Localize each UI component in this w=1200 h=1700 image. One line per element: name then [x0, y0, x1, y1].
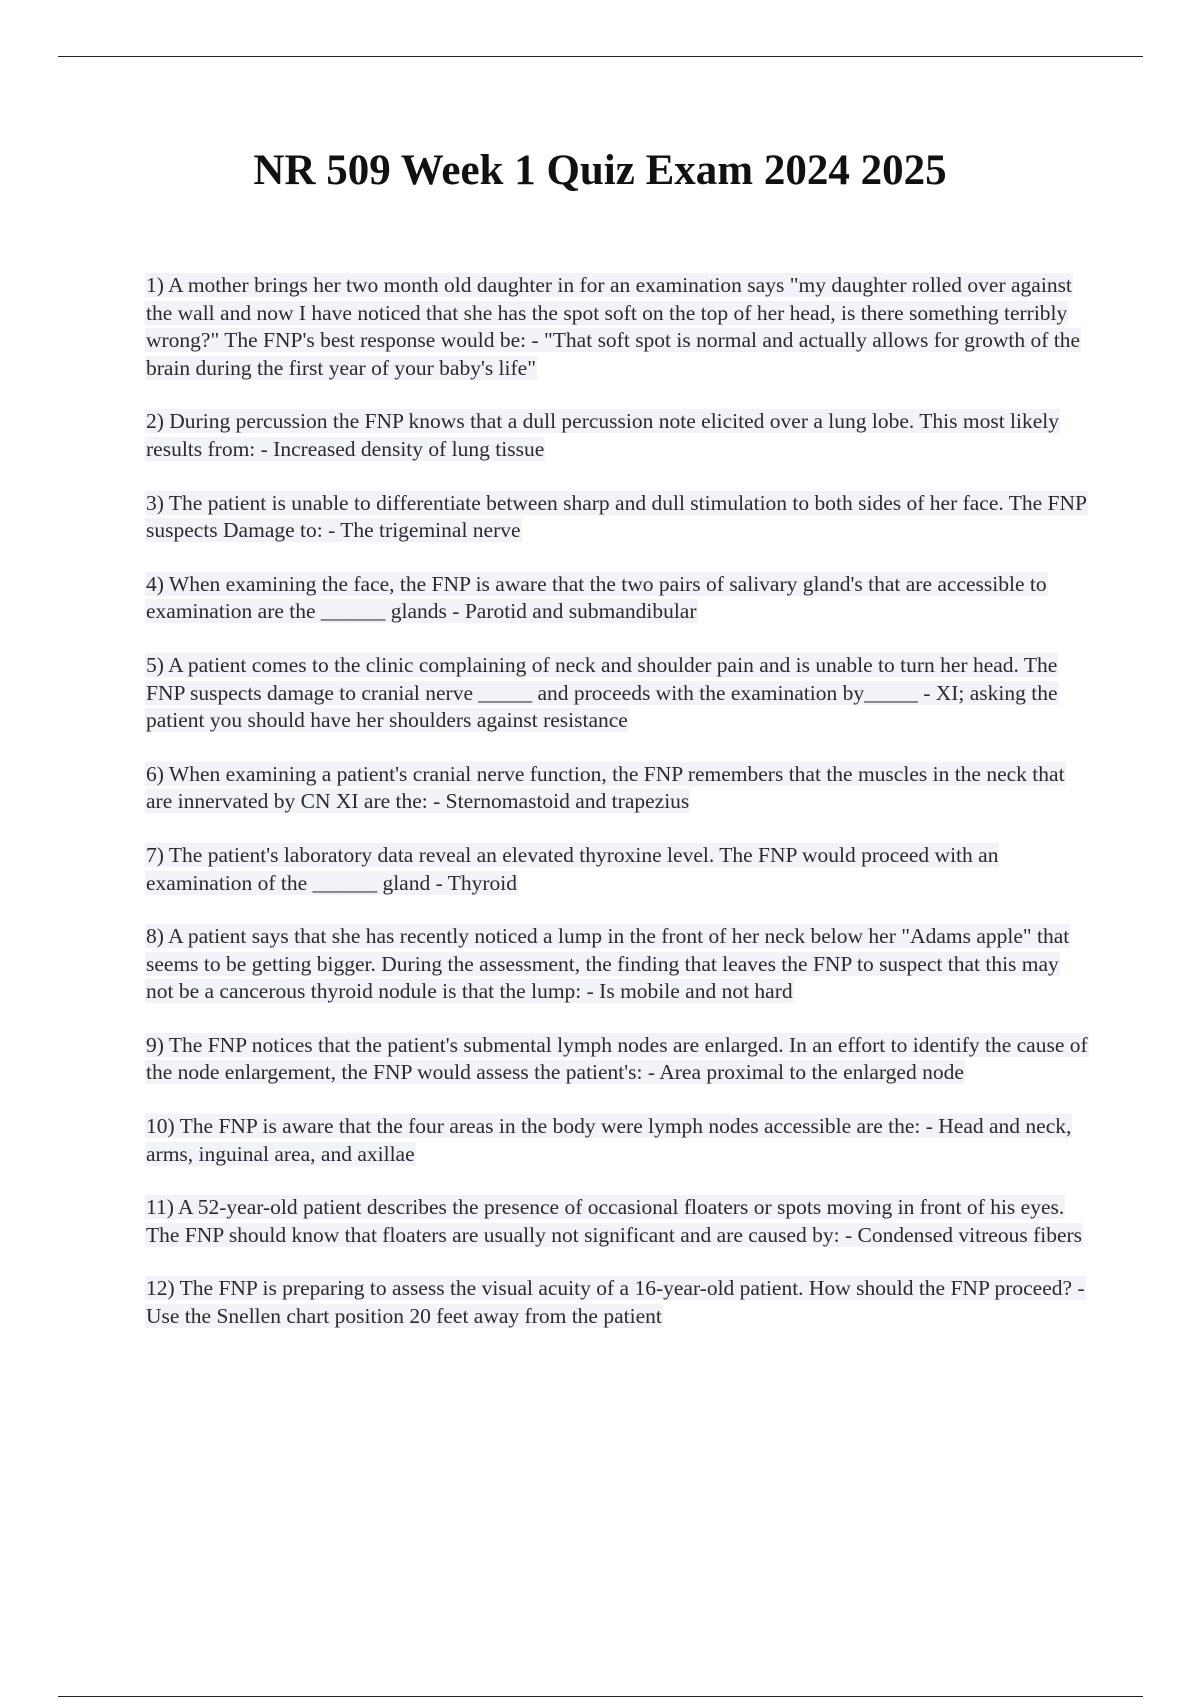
question-text: 4) When examining the face, the FNP is aware that the two pairs of salivary gland's that are accessible to examination are the ______ glands - Parotid and submandibular [146, 571, 1047, 624]
question-text: 3) The patient is unable to differentiate between sharp and dull stimulation to both sides of her face. The FNP suspects Damage to: - The trigeminal nerve [146, 490, 1087, 543]
question-text: 9) The FNP notices that the patient's submental lymph nodes are enlarged. In an effort to identify the cause of the node enlargement, the FNP would assess the patient's: - Area proximal to the enlarged node [146, 1032, 1088, 1085]
question-text: 8) A patient says that she has recently noticed a lump in the front of her neck below her "Adams apple" that seems to be getting bigger. During the assessment, the finding that leaves the FNP to suspect that this may not be a cancerous thyroid nodule is that the lump: - Is mobile and not hard [146, 924, 1070, 1004]
question-item [145, 1113, 1090, 1168]
question-text: 2) During percussion the FNP knows that a dull percussion note elicited over a lung lobe. This most likely results from: - Increased density of lung tissue [146, 409, 1060, 461]
question-item [145, 490, 1090, 545]
question-item [145, 1194, 1090, 1249]
question-list [145, 272, 1090, 1357]
question-text: 6) When examining a patient's cranial nerve function, the FNP remembers that the muscles in the neck that are innervated by CN XI are the: - Sternomastoid and trapezius [146, 761, 1065, 814]
question-text: 7) The patient's laboratory data reveal an elevated thyroxine level. The FNP would proceed with an examination of the ______ gland - Thyroid [146, 842, 999, 895]
question-item [145, 842, 1090, 897]
bottom-rule [58, 1696, 1143, 1697]
question-text: 5) A patient comes to the clinic complaining of neck and shoulder pain and is unable to turn her head. The FNP suspects damage to cranial nerve _____ and proceeds with the examination by_____ - XI; asking the patient you should have her shoulders against resistance [146, 652, 1058, 733]
question-item [145, 571, 1090, 626]
question-text: 10) The FNP is aware that the four areas in the body were lymph nodes accessible are the: - Head and neck, arms, inguinal area, and axillae [146, 1114, 1072, 1166]
question-item [145, 1275, 1090, 1330]
question-item [145, 761, 1090, 816]
question-item [145, 923, 1090, 1006]
question-text: 12) The FNP is preparing to assess the visual acuity of a 16-year-old patient. How should the FNP proceed? - Use the Snellen chart position 20 feet away from the patient [146, 1276, 1085, 1329]
top-rule [58, 56, 1143, 57]
question-item [145, 408, 1090, 463]
question-text: 11) A 52-year-old patient describes the presence of occasional floaters or spots moving in front of his eyes. The FNP should know that floaters are usually not significant and are caused by: - Condensed vitreous fibers [146, 1195, 1083, 1247]
question-item [145, 1032, 1090, 1087]
question-text: 1) A mother brings her two month old daughter in for an examination says "my daughter rolled over against the wall and now I have noticed that she has the spot soft on the top of her head, is there something terribly wrong?" The FNP's best response would be: - "That soft spot is normal and actually allows for growth of the brain during the first year of your baby's life" [146, 273, 1081, 380]
question-item [145, 272, 1090, 382]
question-item [145, 652, 1090, 735]
page-title: NR 509 Week 1 Quiz Exam 2024 2025 [253, 147, 947, 194]
